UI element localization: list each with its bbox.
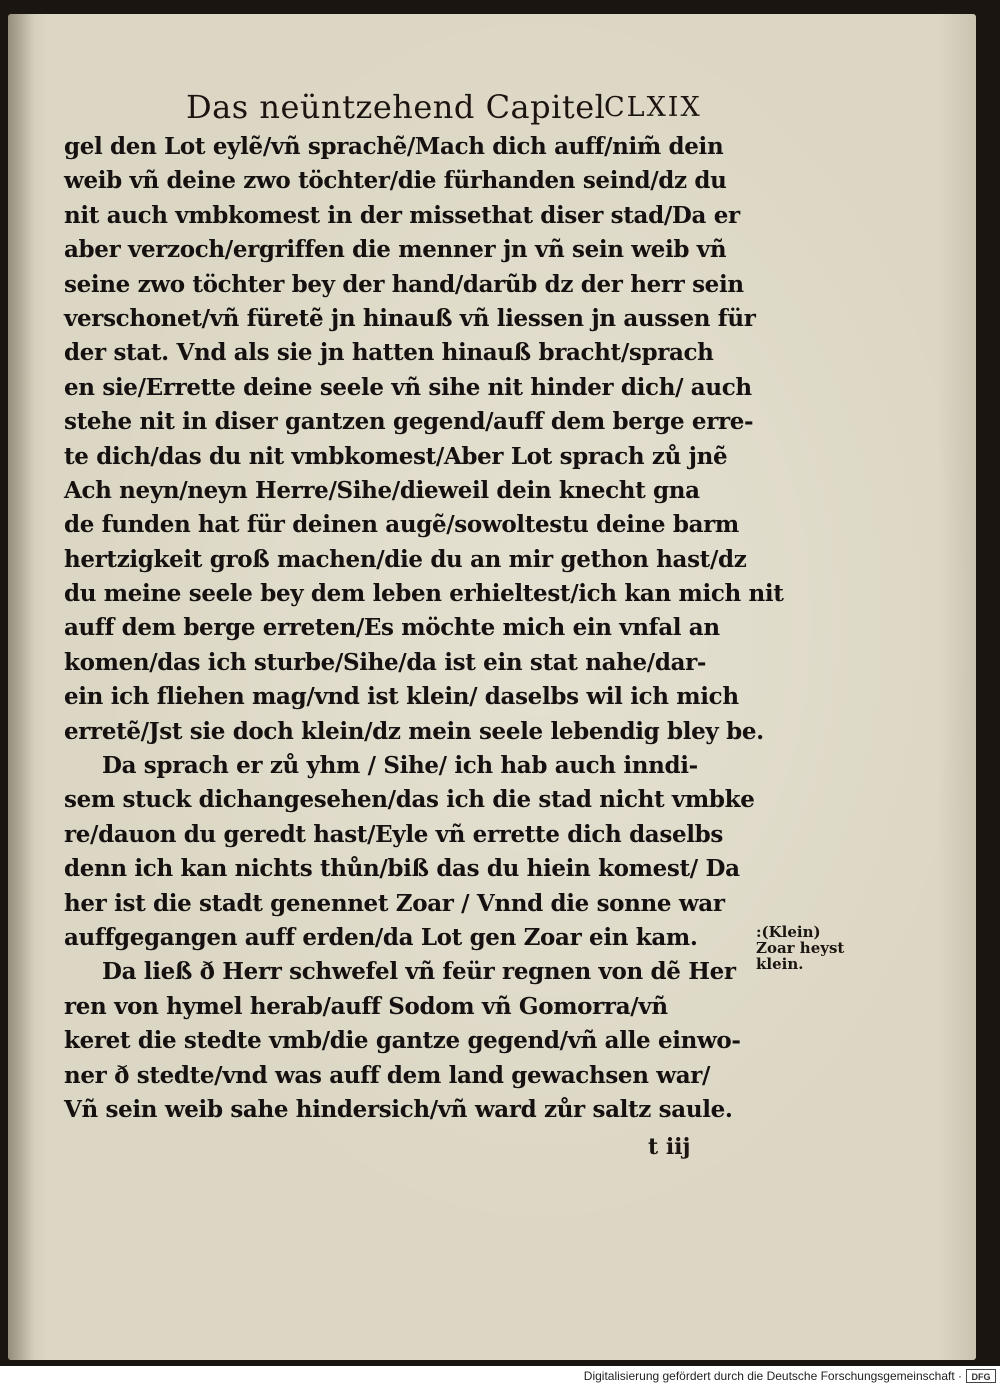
text-line: ren von hymel herab/auff Sodom vñ Gomorra/vñ	[64, 992, 668, 1020]
marginal-note-line: klein.	[756, 955, 804, 973]
folio-number: CLXIX	[604, 92, 702, 123]
binding-shadow	[8, 14, 34, 1360]
text-line: Da sprach er zů yhm / Sihe/ ich hab auch inndi-	[102, 752, 698, 780]
marginal-note	[756, 924, 852, 972]
signature-mark: t iij	[648, 1134, 691, 1160]
text-line: re/dauon du geredt hast/Eyle vñ errette dich daselbs	[64, 820, 723, 848]
text-line: erretẽ/Jst sie doch klein/dz mein seele lebendig bley be.	[64, 717, 764, 745]
text-line: hertzigkeit groß machen/die du an mir gethon hast/dz	[64, 545, 747, 573]
text-line: seine zwo töchter bey der hand/darũb dz der herr sein	[64, 270, 744, 298]
text-line: ein ich fliehen mag/vnd ist klein/ daselbs wil ich mich	[64, 683, 739, 711]
text-line: verschonet/vñ füretẽ jn hinauß vñ liessen jn aussen für	[64, 304, 756, 332]
text-line: aber verzoch/ergriffen die menner jn vñ sein weib vñ	[64, 236, 727, 264]
text-line: der stat. Vnd als sie jn hatten hinauß bracht/sprach	[64, 339, 714, 367]
text-line: weib vñ deine zwo töchter/die fürhanden seind/dz du	[64, 167, 727, 195]
marginal-note-line: :(Klein)	[756, 923, 821, 941]
text-line: keret die stedte vmb/die gantze gegend/vñ alle einwo-	[64, 1027, 741, 1055]
text-line: auff dem berge erreten/Es möchte mich ein vnfal an	[64, 614, 720, 642]
text-line: denn ich kan nichts thůn/biß das du hiein komest/ Da	[64, 855, 740, 883]
text-line: de funden hat für deinen augẽ/sowoltestu deine barm	[64, 511, 739, 539]
text-line: stehe nit in diser gantzen gegend/auff dem berge erre-	[64, 408, 754, 436]
text-line: her ist die stadt genennet Zoar / Vnnd die sonne war	[64, 889, 725, 917]
text-line: en sie/Errette deine seele vñ sihe nit hinder dich/ auch	[64, 373, 752, 401]
text-line: auffgegangen auff erden/da Lot gen Zoar ein kam.	[64, 923, 698, 951]
footer-bar	[0, 1366, 1000, 1387]
main-text-block	[64, 130, 784, 1127]
text-line: du meine seele bey dem leben erhieltest/ich kan mich nit	[64, 580, 784, 608]
text-line: Vñ sein weib sahe hindersich/vñ ward zůr saltz saule.	[64, 1095, 733, 1123]
text-line: Da ließ ð Herr schwefel vñ feür regnen von dẽ Her	[102, 958, 736, 986]
funding-credit: Digitalisierung gefördert durch die Deutsche Forschungsgemeinschaft ·	[583, 1369, 962, 1383]
text-line: komen/das ich sturbe/Sihe/da ist ein stat nahe/dar-	[64, 648, 707, 676]
running-head-title: Das neüntzehend Capitel	[186, 88, 606, 126]
dfg-logo-icon: DFG	[966, 1369, 996, 1383]
marginal-note-line: Zoar heyst	[756, 939, 845, 957]
running-header	[176, 86, 736, 130]
text-line: te dich/das du nit vmbkomest/Aber Lot sprach zů jnẽ	[64, 442, 728, 470]
text-line: Ach neyn/neyn Herre/Sihe/dieweil dein knecht gna	[64, 476, 700, 504]
text-line: gel den Lot eylẽ/vñ sprachẽ/Mach dich auff/nim̃ dein	[64, 133, 724, 160]
text-line: sem stuck dichangesehen/das ich die stad nicht vmbke	[64, 786, 755, 814]
text-line: ner ð stedte/vnd was auff dem land gewachsen war/	[64, 1061, 711, 1089]
text-line: nit auch vmbkomest in der missethat diser stad/Da er	[64, 201, 740, 229]
